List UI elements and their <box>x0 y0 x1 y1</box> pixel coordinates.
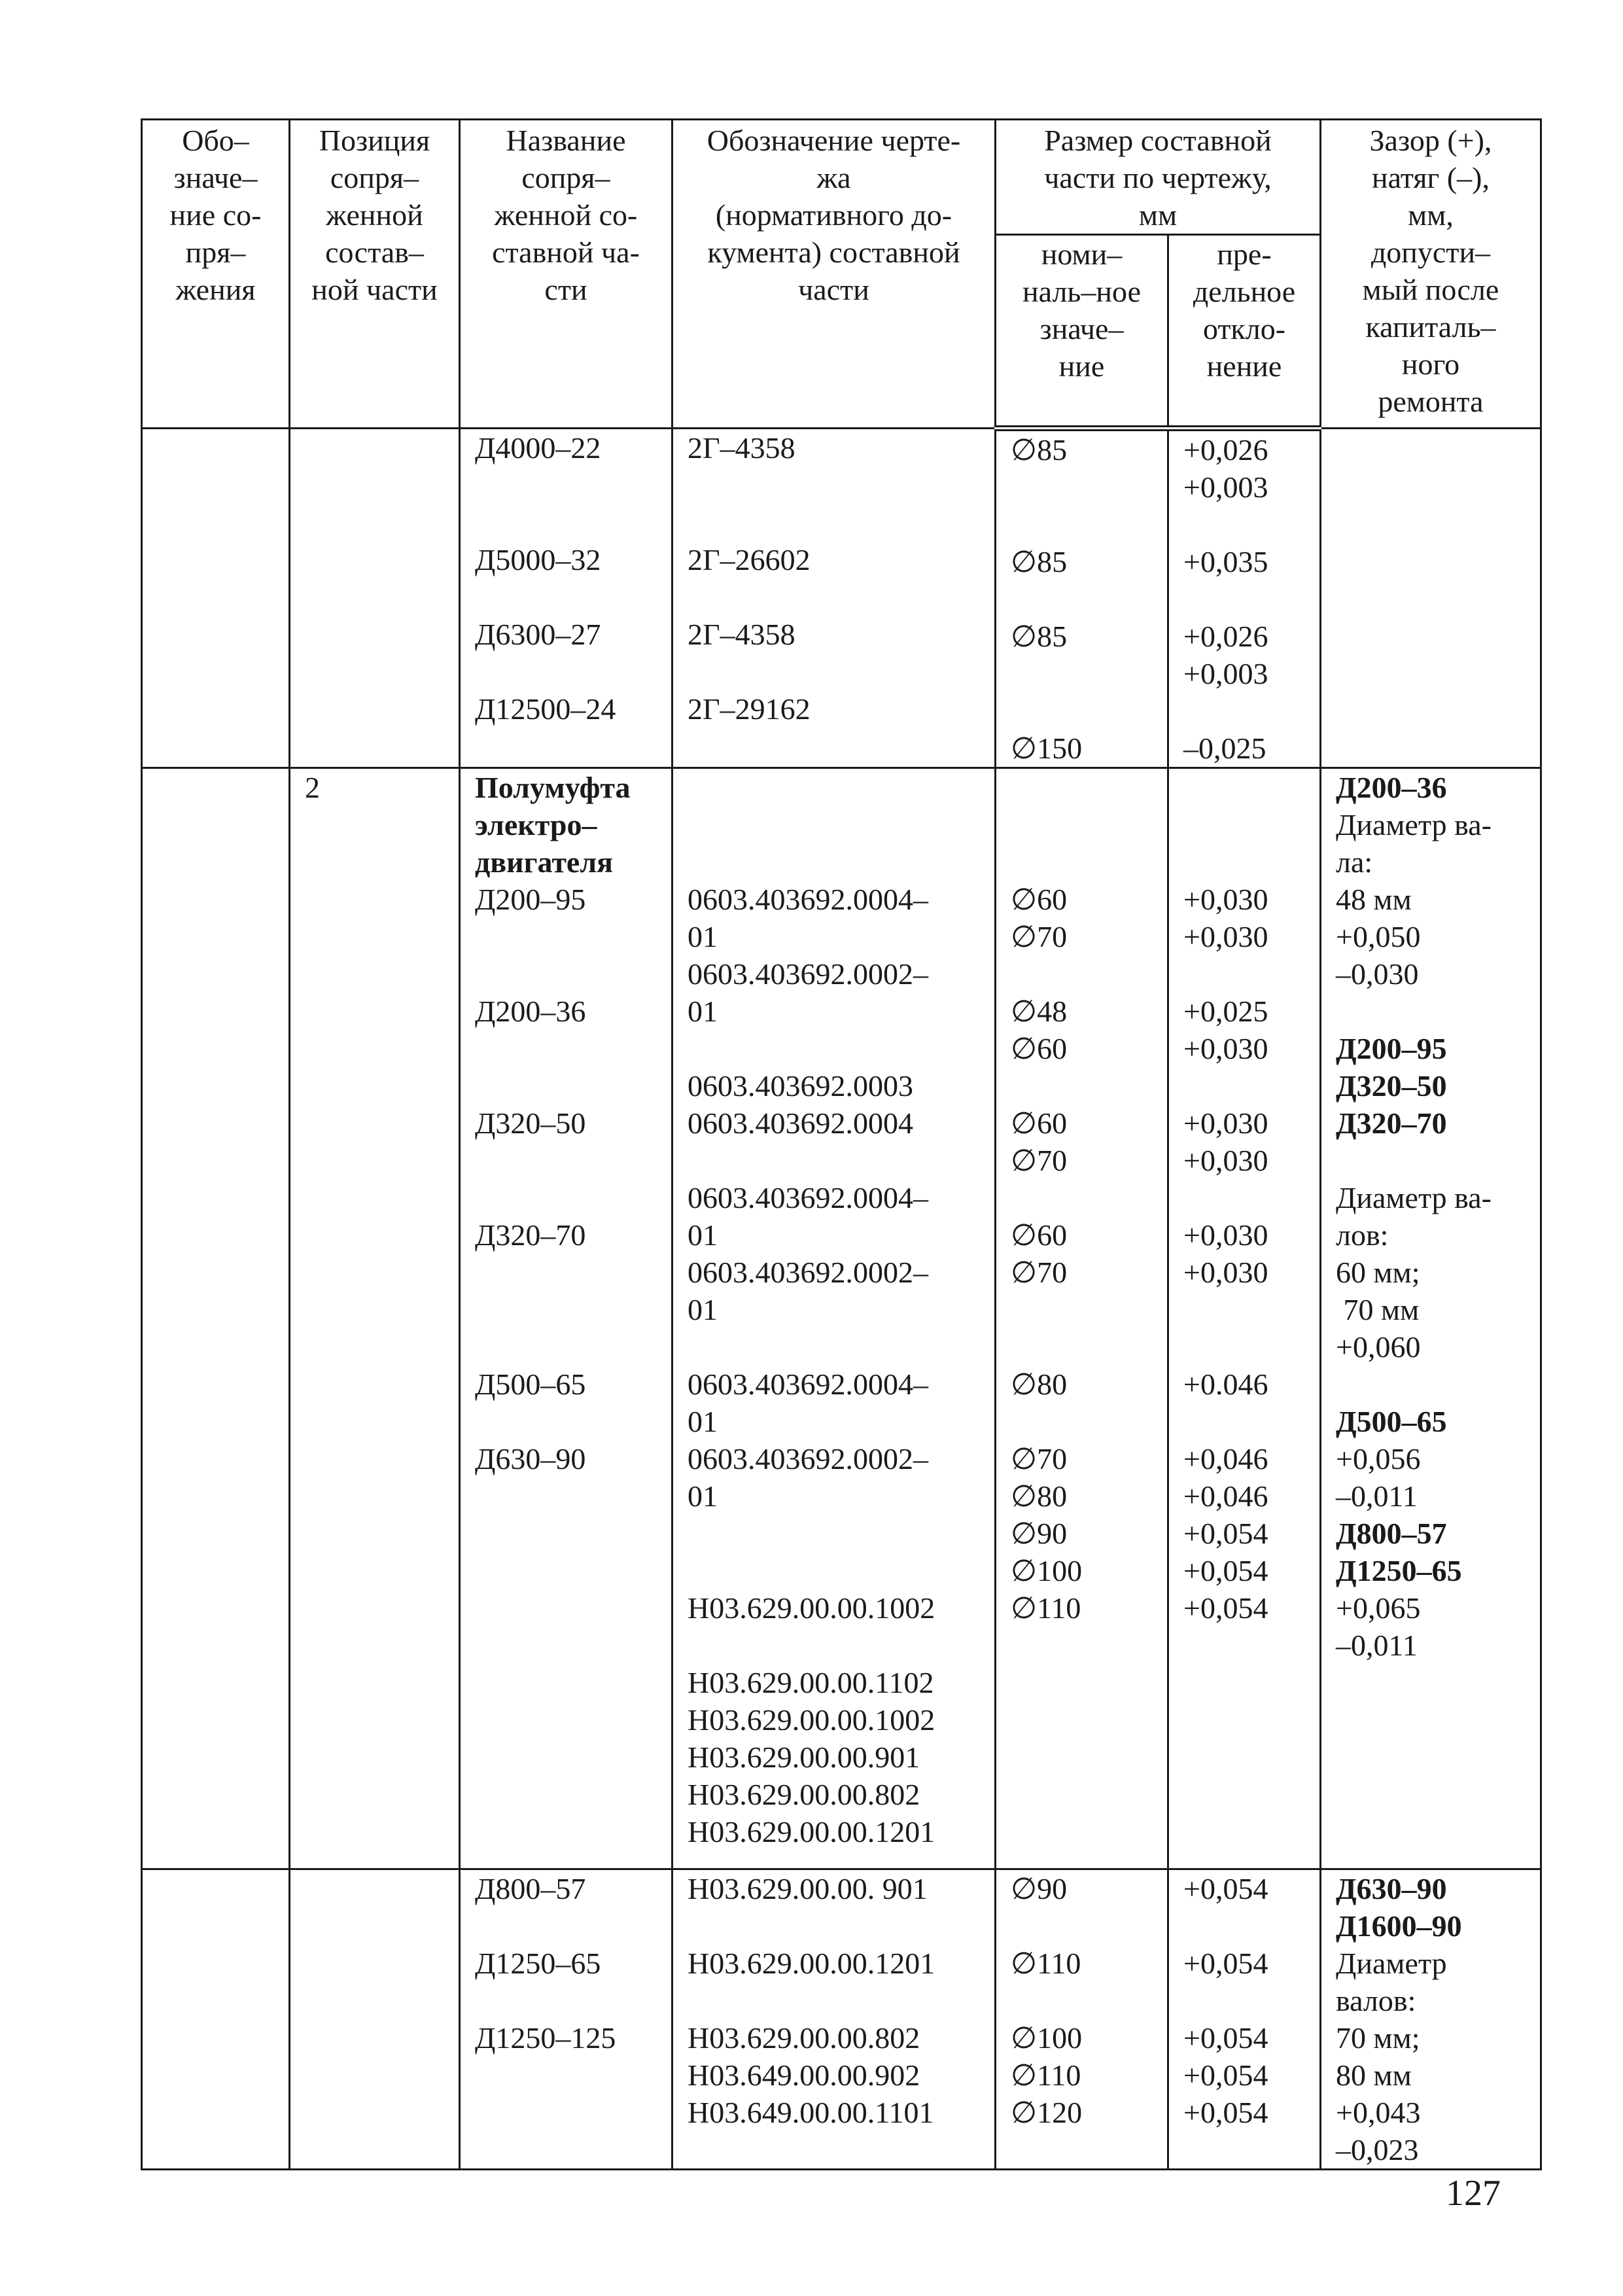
cell-line: мый после <box>1362 273 1499 306</box>
cell-line: Д200–36 <box>1336 771 1447 804</box>
cell-line: Диаметр ва- <box>1336 808 1492 841</box>
cell-line: сти <box>544 273 587 306</box>
cell-line: 70 мм <box>1336 1293 1420 1326</box>
cell-line: ∅60 <box>1011 1218 1068 1252</box>
spacer-line <box>1336 993 1540 1030</box>
cell-line: +0,050 <box>1336 920 1421 953</box>
cell-line: Д1600–90 <box>1336 1909 1462 1943</box>
spacer-line <box>688 843 994 881</box>
cell-line: мм, <box>1408 198 1454 232</box>
spacer-line <box>688 578 994 616</box>
cell-line: +0,030 <box>1183 1218 1268 1252</box>
cell-line: капиталь– <box>1365 310 1496 344</box>
cell-line: нение <box>1206 349 1282 383</box>
spacer-line <box>688 1552 994 1589</box>
spacer-line <box>1336 1366 1540 1403</box>
cell-line: ∅60 <box>1011 1106 1068 1140</box>
cell-line: откло- <box>1202 312 1286 345</box>
cell-line: 01 <box>688 995 718 1028</box>
cell-line: Н03.629.00.00.1201 <box>688 1815 935 1848</box>
spacer-line <box>475 653 671 690</box>
spacer-line <box>475 578 671 616</box>
cell-line: ∅60 <box>1011 883 1068 916</box>
spacer-line <box>1011 955 1167 993</box>
cell-line: Диаметр ва- <box>1336 1181 1492 1214</box>
spacer-line <box>1183 1179 1319 1216</box>
spacer-line <box>1183 1067 1319 1104</box>
cell-line: Н03.629.00.00.1002 <box>688 1591 935 1625</box>
cell-line: Н03.629.00.00.1201 <box>688 1947 935 1980</box>
cell-line: Д1250–125 <box>475 2021 616 2055</box>
cell-line: ∅48 <box>1011 995 1068 1028</box>
cell-line: –0,025 <box>1183 732 1266 765</box>
spacer-line <box>688 1627 994 1664</box>
cell-line: +0,035 <box>1183 545 1268 578</box>
cell-line: ∅60 <box>1011 1032 1068 1065</box>
table-row <box>142 768 1541 1869</box>
cell-line: +0,054 <box>1183 1554 1268 1587</box>
cell-deviation <box>1168 768 1321 1869</box>
cell-line: +0,043 <box>1336 2096 1421 2129</box>
cell-line: ние со- <box>169 198 262 232</box>
spacer-line <box>475 1142 671 1179</box>
cell-line: 0603.403692.0002– <box>688 1256 928 1289</box>
cell-line: +0,056 <box>1336 1442 1421 1475</box>
cell-line: Д1250–65 <box>1336 1554 1462 1587</box>
spacer-line <box>688 1328 994 1366</box>
cell-line: ной части <box>311 273 438 306</box>
spacer-line <box>1011 692 1167 730</box>
cell-line: ∅150 <box>1011 732 1083 765</box>
spacer-line <box>1011 843 1167 881</box>
spacer-line <box>1183 692 1319 730</box>
cell-line: +0,030 <box>1183 1106 1268 1140</box>
cell-drawing <box>672 1869 996 2170</box>
spacer-line <box>475 955 671 993</box>
spacer-line <box>1011 1179 1167 1216</box>
cell-line: Д500–65 <box>475 1368 586 1401</box>
cell-line: +0,060 <box>1336 1330 1421 1364</box>
spacer-line <box>688 769 994 806</box>
spacer-line <box>1011 1067 1167 1104</box>
cell-line: ∅100 <box>1011 2021 1083 2055</box>
cell-line: ∅85 <box>1011 545 1068 578</box>
cell-line: +0,003 <box>1183 657 1268 690</box>
cell-line: +0,026 <box>1183 620 1268 653</box>
cell-line: 48 мм <box>1336 883 1412 916</box>
cell-line: –0,023 <box>1336 2133 1419 2166</box>
cell-drawing <box>672 768 996 1869</box>
header-clearance <box>1321 120 1541 429</box>
cell-line: ∅110 <box>1011 1947 1081 1980</box>
cell-line: части по чертежу, <box>1044 161 1272 194</box>
cell-line: 2Г–26602 <box>688 543 811 576</box>
spacer-line <box>1183 580 1319 618</box>
spacer-line <box>1011 806 1167 843</box>
cell-line: +0,046 <box>1183 1442 1268 1475</box>
position-number: 2 <box>305 771 320 804</box>
cell-line: Д800–57 <box>475 1872 586 1905</box>
cell-line: 0603.403692.0004– <box>688 1368 928 1401</box>
spacer-line <box>1011 580 1167 618</box>
cell-line: дельное <box>1193 275 1296 308</box>
cell-line: +0,030 <box>1183 883 1268 916</box>
cell-line: ного <box>1401 347 1460 381</box>
spacer-line <box>1183 769 1319 806</box>
cell-line: допусти– <box>1370 236 1491 269</box>
spacer-line <box>475 1067 671 1104</box>
spacer-line <box>475 467 671 504</box>
header-drawing-designation <box>672 120 996 429</box>
table-row <box>142 429 1541 768</box>
cell-line: женной со- <box>494 198 638 232</box>
cell-line: (нормативного до- <box>715 198 952 232</box>
cell-line: пря– <box>185 236 246 269</box>
cell-line: +0,026 <box>1183 433 1268 467</box>
spacer-line <box>1011 1403 1167 1440</box>
cell-line: части <box>798 273 869 306</box>
header-limit-deviation <box>1168 235 1321 429</box>
mating-parts-table <box>141 118 1542 2170</box>
cell-line: Д200–95 <box>475 883 586 916</box>
cell-line: Обо– <box>182 124 249 157</box>
spacer-line <box>1011 1291 1167 1328</box>
spacer-line <box>1011 506 1167 543</box>
cell-line: Н03.629.00.00.901 <box>688 1740 920 1774</box>
cell-line: 2Г–4358 <box>688 431 795 465</box>
cell-deviation <box>1168 429 1321 768</box>
cell-position <box>290 768 460 1869</box>
cell-position <box>290 429 460 768</box>
cell-line: +0,065 <box>1336 1591 1421 1625</box>
cell-line: 01 <box>688 1405 718 1438</box>
cell-nominal <box>996 429 1168 768</box>
header-position <box>290 120 460 429</box>
cell-line: ∅70 <box>1011 1256 1068 1289</box>
cell-line: ∅70 <box>1011 1144 1068 1177</box>
cell-line: 2Г–29162 <box>688 692 811 726</box>
spacer-line <box>688 467 994 504</box>
cell-line: Д12500–24 <box>475 692 616 726</box>
cell-line: Д320–70 <box>1336 1106 1447 1140</box>
cell-drawing <box>672 429 996 768</box>
spacer-line <box>475 1328 671 1366</box>
cell-line: Н03.629.00.00.1102 <box>688 1666 934 1699</box>
cell-line: Полумуфта <box>475 771 631 804</box>
cell-part-name <box>460 429 672 768</box>
spacer-line <box>475 1403 671 1440</box>
cell-clearance <box>1321 1869 1541 2170</box>
cell-line: 80 мм <box>1336 2058 1412 2092</box>
cell-line: 2Г–4358 <box>688 618 795 651</box>
spacer-line <box>475 1291 671 1328</box>
cell-line: ∅70 <box>1011 920 1068 953</box>
cell-line: 01 <box>688 1479 718 1513</box>
header-nominal-value <box>996 235 1168 429</box>
cell-line: наль–ное <box>1022 275 1141 308</box>
cell-line: Н03.629.00.00.1002 <box>688 1703 935 1737</box>
cell-line: +0,054 <box>1183 1872 1268 1905</box>
cell-line: –0,011 <box>1336 1479 1418 1513</box>
cell-clearance <box>1321 768 1541 1869</box>
cell-line: ∅70 <box>1011 1442 1068 1475</box>
cell-nominal <box>996 768 1168 1869</box>
spacer-line <box>1183 1291 1319 1328</box>
cell-line: Н03.649.00.00.902 <box>688 2058 920 2092</box>
cell-line: Зазор (+), <box>1369 124 1492 157</box>
cell-line: Н03.629.00.00. 901 <box>688 1872 928 1905</box>
cell-line: +0,054 <box>1183 1517 1268 1550</box>
spacer-line <box>688 806 994 843</box>
cell-line: +0,054 <box>1183 2096 1268 2129</box>
cell-deviation <box>1168 1869 1321 2170</box>
cell-line: Название <box>506 124 626 157</box>
cell-clearance <box>1321 429 1541 768</box>
cell-line: 01 <box>688 1218 718 1252</box>
spacer-line <box>475 1982 671 2019</box>
cell-line: 0603.403692.0004 <box>688 1106 913 1140</box>
spacer-line <box>1183 506 1319 543</box>
cell-line: +0,030 <box>1183 1032 1268 1065</box>
cell-line: Д4000–22 <box>475 431 601 465</box>
cell-line: Диаметр <box>1336 1947 1447 1980</box>
spacer-line <box>688 1982 994 2019</box>
cell-line: +0,054 <box>1183 1591 1268 1625</box>
cell-line: 0603.403692.0002– <box>688 1442 928 1475</box>
cell-line: 0603.403692.0004– <box>688 1181 928 1214</box>
spacer-line <box>688 1142 994 1179</box>
cell-designation <box>142 768 290 1869</box>
cell-line: кумента) составной <box>707 236 960 269</box>
spacer-line <box>1011 769 1167 806</box>
cell-position <box>290 1869 460 2170</box>
cell-line: Обозначение черте- <box>707 124 961 157</box>
spacer-line <box>1336 1142 1540 1179</box>
spacer-line <box>1183 1403 1319 1440</box>
cell-line: +0,054 <box>1183 2058 1268 2092</box>
cell-line: ∅110 <box>1011 1591 1081 1625</box>
cell-line: жа <box>816 161 851 194</box>
cell-designation <box>142 1869 290 2170</box>
cell-line: ∅85 <box>1011 620 1068 653</box>
cell-line: Д800–57 <box>1336 1517 1447 1550</box>
spacer-line <box>688 1030 994 1067</box>
cell-line: сопря– <box>521 161 610 194</box>
cell-line: ∅120 <box>1011 2096 1083 2129</box>
cell-line: +0,054 <box>1183 2021 1268 2055</box>
cell-line: +0,003 <box>1183 470 1268 504</box>
cell-line: 0603.403692.0004– <box>688 883 928 916</box>
cell-nominal <box>996 1869 1168 2170</box>
spacer-line <box>1011 1328 1167 1366</box>
cell-line: +0,046 <box>1183 1479 1268 1513</box>
cell-line: женной <box>326 198 423 232</box>
cell-line: Д320–50 <box>475 1106 586 1140</box>
spacer-line <box>1183 1982 1319 2019</box>
cell-line: состав– <box>325 236 424 269</box>
spacer-line <box>1183 1328 1319 1366</box>
spacer-line <box>475 1179 671 1216</box>
cell-line: значе– <box>1039 312 1124 345</box>
cell-line: Д630–90 <box>475 1442 586 1475</box>
cell-line: 0603.403692.0002– <box>688 957 928 991</box>
cell-line: натяг (–), <box>1371 161 1490 194</box>
spacer-line <box>688 653 994 690</box>
header-part-size <box>996 120 1321 235</box>
spacer-line <box>475 1254 671 1291</box>
cell-line: Н03.629.00.00.802 <box>688 1778 920 1811</box>
cell-line: +0,025 <box>1183 995 1268 1028</box>
cell-line: ставной ча- <box>492 236 640 269</box>
cell-line: сопря– <box>330 161 419 194</box>
header-mating-designation <box>142 120 290 429</box>
cell-line: Д6300–27 <box>475 618 601 651</box>
spacer-line <box>475 1907 671 1945</box>
cell-line: ∅110 <box>1011 2058 1081 2092</box>
cell-line: +0,030 <box>1183 920 1268 953</box>
table-row <box>142 1869 1541 2170</box>
cell-line: Позиция <box>319 124 430 157</box>
cell-line: Н03.629.00.00.802 <box>688 2021 920 2055</box>
cell-line: Д5000–32 <box>475 543 601 576</box>
spacer-line <box>688 504 994 541</box>
cell-line: ∅90 <box>1011 1872 1068 1905</box>
cell-line: ремонта <box>1378 385 1484 418</box>
cell-line: Д200–95 <box>1336 1032 1447 1065</box>
cell-line: 70 мм; <box>1336 2021 1420 2055</box>
cell-line: –0,011 <box>1336 1629 1418 1662</box>
cell-line: валов: <box>1336 1984 1416 2017</box>
spacer-line <box>1183 955 1319 993</box>
page-number: 127 <box>1446 2173 1501 2214</box>
cell-line: Д630–90 <box>1336 1872 1447 1905</box>
spacer-line <box>688 1907 994 1945</box>
spacer-line <box>1183 806 1319 843</box>
cell-line: жения <box>175 273 256 306</box>
spacer-line <box>1183 1907 1319 1945</box>
cell-line: лов: <box>1336 1218 1389 1252</box>
cell-line: Н03.649.00.00.1101 <box>688 2096 934 2129</box>
cell-line: ∅100 <box>1011 1554 1083 1587</box>
cell-line: +0.046 <box>1183 1368 1268 1401</box>
cell-line: +0,030 <box>1183 1144 1268 1177</box>
cell-line: 01 <box>688 1293 718 1326</box>
header-part-name <box>460 120 672 429</box>
cell-line: Д200–36 <box>475 995 586 1028</box>
cell-line: Д1250–65 <box>475 1947 601 1980</box>
cell-line: 01 <box>688 920 718 953</box>
spacer-line <box>1011 468 1167 506</box>
cell-line: ла: <box>1336 845 1373 879</box>
spacer-line <box>475 1030 671 1067</box>
spacer-line <box>1011 1907 1167 1945</box>
cell-line: 60 мм; <box>1336 1256 1420 1289</box>
cell-line: +0,054 <box>1183 1947 1268 1980</box>
cell-line: ∅85 <box>1011 433 1068 467</box>
cell-line: ние <box>1058 349 1105 383</box>
spacer-line <box>1011 1982 1167 2019</box>
cell-line: электро– <box>475 808 597 841</box>
spacer-line <box>688 1515 994 1552</box>
spacer-line <box>475 918 671 955</box>
cell-part-name <box>460 768 672 1869</box>
cell-line: ∅90 <box>1011 1517 1068 1550</box>
cell-line: Размер составной <box>1044 124 1272 157</box>
spacer-line <box>1183 843 1319 881</box>
cell-line: мм <box>1138 198 1178 232</box>
cell-line: номи– <box>1041 238 1123 271</box>
cell-line: значе– <box>173 161 258 194</box>
cell-line: пре- <box>1217 238 1272 271</box>
cell-line: –0,030 <box>1336 957 1419 991</box>
cell-line: Д500–65 <box>1336 1405 1447 1438</box>
cell-line: Д320–70 <box>475 1218 586 1252</box>
cell-line: Д320–50 <box>1336 1069 1447 1103</box>
cell-part-name <box>460 1869 672 2170</box>
cell-line: +0,030 <box>1183 1256 1268 1289</box>
cell-line: 0603.403692.0003 <box>688 1069 913 1103</box>
cell-line: ∅80 <box>1011 1479 1068 1513</box>
cell-line: двигателя <box>475 845 614 879</box>
spacer-line <box>475 504 671 541</box>
spacer-line <box>1011 655 1167 692</box>
cell-line: ∅80 <box>1011 1368 1068 1401</box>
cell-designation <box>142 429 290 768</box>
